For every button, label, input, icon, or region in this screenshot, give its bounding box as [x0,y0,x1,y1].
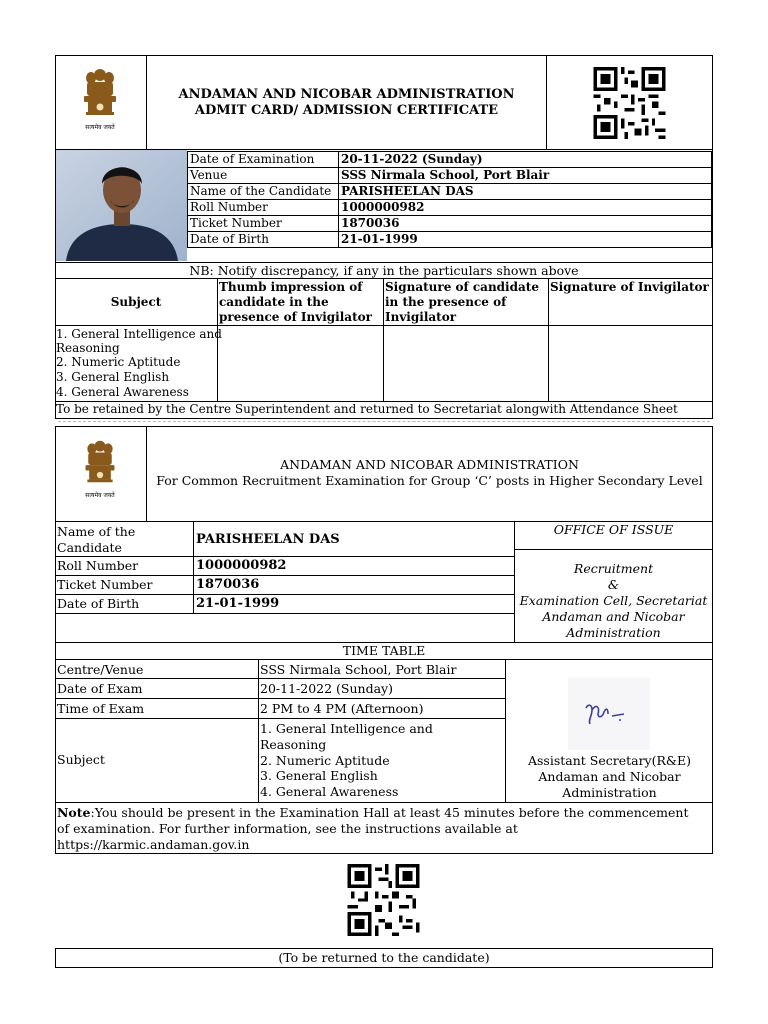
list-item: 3. General English [56,370,170,384]
divider [258,659,259,802]
table-row [188,152,712,168]
thumb-header: Thumb impression of [219,280,363,294]
detail-label: Roll Number [188,200,339,216]
qr-code-icon [345,864,422,936]
national-emblem-icon [78,66,122,128]
divider [548,278,549,401]
invigilator-signature-header: Signature of Invigilator [550,280,709,294]
time-value: 2 PM to 4 PM (Afternoon) [260,701,424,716]
divider [55,718,505,719]
national-emblem-icon [79,438,121,494]
divider [383,278,384,401]
page-title: ANDAMAN AND NICOBAR ADMINISTRATION [178,87,515,102]
detail-label: Ticket Number [188,216,339,232]
detail-value: 20-11-2022 (Sunday) [338,152,711,168]
list-item: Reasoning [56,341,120,355]
table-row [188,200,712,216]
signatory-line: Assistant Secretary(R&E) [527,753,692,768]
table-row [188,184,712,200]
candidate-signature-header: in the presence of [385,295,507,309]
detail-value: SSS Nirmala School, Port Blair [338,168,711,184]
subject-header: Subject [110,295,162,309]
detail-value: 21-01-1999 [338,232,711,248]
divider [55,802,713,803]
venue-label: Centre/Venue [57,662,144,677]
office-line: Administration [566,625,661,640]
list-item: 2. Numeric Aptitude [260,753,390,768]
ticket-value: 1870036 [196,577,260,592]
dob-value: 21-01-1999 [196,596,280,611]
name-label: Candidate [57,540,122,555]
signature-image [568,678,650,750]
candidate-signature-header: Signature of candidate [385,280,539,294]
venue-value: SSS Nirmala School, Port Blair [260,662,457,677]
timetable-heading: TIME TABLE [342,643,426,658]
divider [55,613,514,614]
divider [55,575,514,576]
emblem-motto: सत्यमेव जयते [85,124,115,131]
detail-label: Date of Examination [188,152,339,168]
note-label: Note [57,805,91,820]
list-item: 2. Numeric Aptitude [56,355,181,369]
thumb-header: presence of Invigilator [219,310,372,324]
note-text [57,805,688,820]
page-title: ANDAMAN AND NICOBAR ADMINISTRATION [280,457,579,472]
detail-label: Date of Birth [188,232,339,248]
table-row [188,168,712,184]
divider [193,521,194,613]
list-item: Reasoning [260,737,327,752]
date-value: 20-11-2022 (Sunday) [260,681,393,696]
name-value: PARISHEELAN DAS [196,532,340,547]
return-notice: (To be returned to the candidate) [278,950,490,965]
page-subtitle: ADMIT CARD/ ADMISSION CERTIFICATE [194,103,499,118]
candidate-details-table [187,151,712,248]
note-body: :You should be present in the Examination Hall at least 45 minutes before the commencement [90,805,689,820]
divider [55,556,514,557]
office-line: Andaman and Nicobar [542,609,685,624]
divider [55,659,713,660]
detail-value: 1000000982 [338,200,711,216]
divider [55,678,505,679]
list-item: 4. General Awareness [56,385,189,399]
subject-label: Subject [57,752,105,767]
list-item: 4. General Awareness [260,784,399,799]
qr-code-icon [591,67,668,139]
office-heading: OFFICE OF ISSUE [553,522,674,537]
divider [55,698,505,699]
office-line: Recruitment [573,561,654,576]
divider [514,549,713,550]
cut-line [58,421,710,422]
date-label: Date of Exam [57,681,143,696]
page-subtitle: For Common Recruitment Examination for Group ‘C’ posts in Higher Secondary Level [156,473,703,488]
divider [546,55,547,150]
emblem-motto: सत्यमेव जयते [85,492,115,499]
dob-label: Date of Birth [57,596,140,611]
table-row [188,232,712,248]
time-label: Time of Exam [57,701,145,716]
nb-notice: NB: Notify discrepancy, if any in the particulars shown above [189,263,579,278]
signatory-line: Administration [562,785,657,800]
retain-notice: To be retained by the Centre Superintendent and returned to Secretariat alongwith Attendance Sheet [56,402,678,416]
detail-value: PARISHEELAN DAS [338,184,711,200]
office-line: Examination Cell, Secretariat [519,593,708,608]
detail-value: 1870036 [338,216,711,232]
table-row [188,216,712,232]
divider [55,278,713,279]
roll-label: Roll Number [57,558,139,573]
signatory-line: Andaman and Nicobar [538,769,681,784]
note-text: of examination. For further information, see the instructions available at [57,821,518,836]
divider [55,594,514,595]
note-link[interactable]: https://karmic.andaman.gov.in [57,837,250,852]
list-item: 1. General Intelligence and [56,327,222,341]
candidate-photo [56,150,187,261]
thumb-header: candidate in the [219,295,329,309]
ticket-label: Ticket Number [57,577,153,592]
detail-label: Venue [188,168,339,184]
roll-value: 1000000982 [196,558,287,573]
detail-label: Name of the Candidate [188,184,339,200]
divider [55,325,713,326]
candidate-signature-header: Invigilator [385,310,457,324]
office-line: & [607,577,620,592]
list-item: 1. General Intelligence and [260,721,433,736]
list-item: 3. General English [260,768,378,783]
name-label: Name of the [57,524,136,539]
